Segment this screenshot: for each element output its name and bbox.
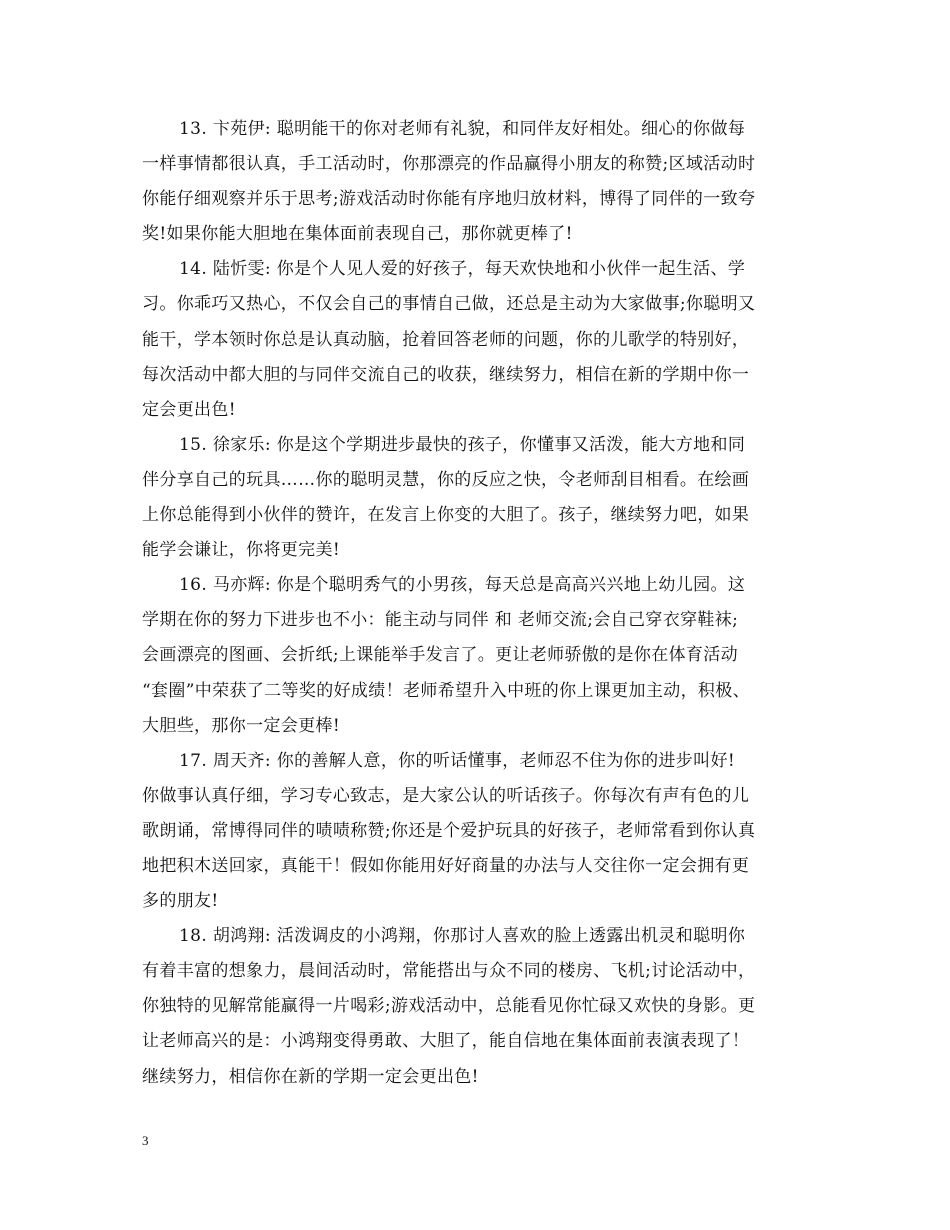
text-line: “套圈”中荣获了二等奖的好成绩！老师希望升入中班的你上课更加主动，积极、 (142, 680, 750, 701)
text-line: 歌朗诵，常博得同伴的啧啧称赞;你还是个爱护玩具的好孩子，老师常看到你认真 (142, 820, 756, 841)
text-line: 你做事认真仔细，学习专心致志，是大家公认的听话孩子。你每次有声有色的儿 (142, 785, 750, 806)
text-line: 会画漂亮的图画、会折纸;上课能举手发言了。更让老师骄傲的是你在体育活动 (142, 645, 738, 666)
text-line: 伴分享自己的玩具……你的聪明灵慧，你的反应之快，令老师刮目相看。在绘画 (142, 469, 750, 490)
text-line: 你能仔细观察并乐于思考;游戏活动时你能有序地归放材料，博得了同伴的一致夸 (142, 189, 756, 210)
text-line: 上你总能得到小伙伴的赞许，在发言上你变的大胆了。孩子，继续努力吧，如果 (142, 505, 750, 526)
text-line: 14. 陆忻雯: 你是个人见人爱的好孩子，每天欢快地和小伙伴一起生活、学 (179, 259, 746, 280)
text-line: 能干，学本领时你总是认真动脑，抢着回答老师的问题，你的儿歌学的特别好， (142, 329, 750, 350)
comment-paragraph-18 (142, 919, 822, 1094)
text-line: 你独特的见解常能赢得一片喝彩;游戏活动中，总能看见你忙碌又欢快的身影。更 (142, 996, 756, 1017)
text-line: 每次活动中都大胆的与同伴交流自己的收获，继续努力，相信在新的学期中你一 (142, 364, 750, 385)
comment-paragraph-15 (142, 428, 822, 568)
text-line: 继续努力，相信你在新的学期一定会更出色! (142, 1066, 479, 1087)
text-line: 17. 周天齐: 你的善解人意，你的听话懂事，老师忍不住为你的进步叫好! (179, 750, 736, 771)
text-line: 15. 徐家乐: 你是这个学期进步最快的孩子，你懂事又活泼，能大方地和同 (179, 434, 746, 455)
text-line: 多的朋友! (142, 891, 219, 912)
text-line: 习。你乖巧又热心，不仅会自己的事情自己做，还总是主动为大家做事;你聪明又 (142, 294, 756, 315)
text-line: 18. 胡鸿翔: 活泼调皮的小鸿翔，你那讨人喜欢的脸上透露出机灵和聪明你 (179, 926, 746, 947)
comment-paragraph-16 (142, 568, 822, 743)
page-number: 3 (142, 1133, 149, 1148)
comment-paragraph-17 (142, 744, 822, 919)
text-line: 学期在你的努力下进步也不小：能主动与同伴 和 老师交流;会自己穿衣穿鞋袜; (142, 610, 739, 631)
text-line: 能学会谦让，你将更完美! (142, 540, 341, 561)
text-line: 有着丰富的想象力，晨间活动时，常能搭出与众不同的楼房、飞机;讨论活动中， (142, 961, 756, 982)
text-line: 定会更出色! (142, 399, 236, 420)
text-line: 一样事情都很认真，手工活动时，你那漂亮的作品赢得小朋友的称赞;区域活动时 (142, 154, 756, 175)
comment-paragraph-13 (142, 112, 822, 252)
text-line: 13. 卞苑伊: 聪明能干的你对老师有礼貌，和同伴友好相处。细心的你做每 (179, 119, 746, 139)
comment-paragraph-14 (142, 252, 822, 427)
text-line: 大胆些，那你一定会更棒! (142, 715, 341, 736)
text-line: 奖!如果你能大胆地在集体面前表现自己，那你就更棒了! (142, 224, 573, 245)
text-line: 让老师高兴的是：小鸿翔变得勇敢、大胆了，能自信地在集体面前表演表现了！ (142, 1031, 750, 1052)
text-line: 地把积木送回家，真能干！假如你能用好好商量的办法与人交往你一定会拥有更 (142, 855, 750, 876)
text-line: 16. 马亦辉: 你是个聪明秀气的小男孩，每天总是高高兴兴地上幼儿园。这 (179, 575, 746, 596)
document-body (142, 112, 822, 1095)
